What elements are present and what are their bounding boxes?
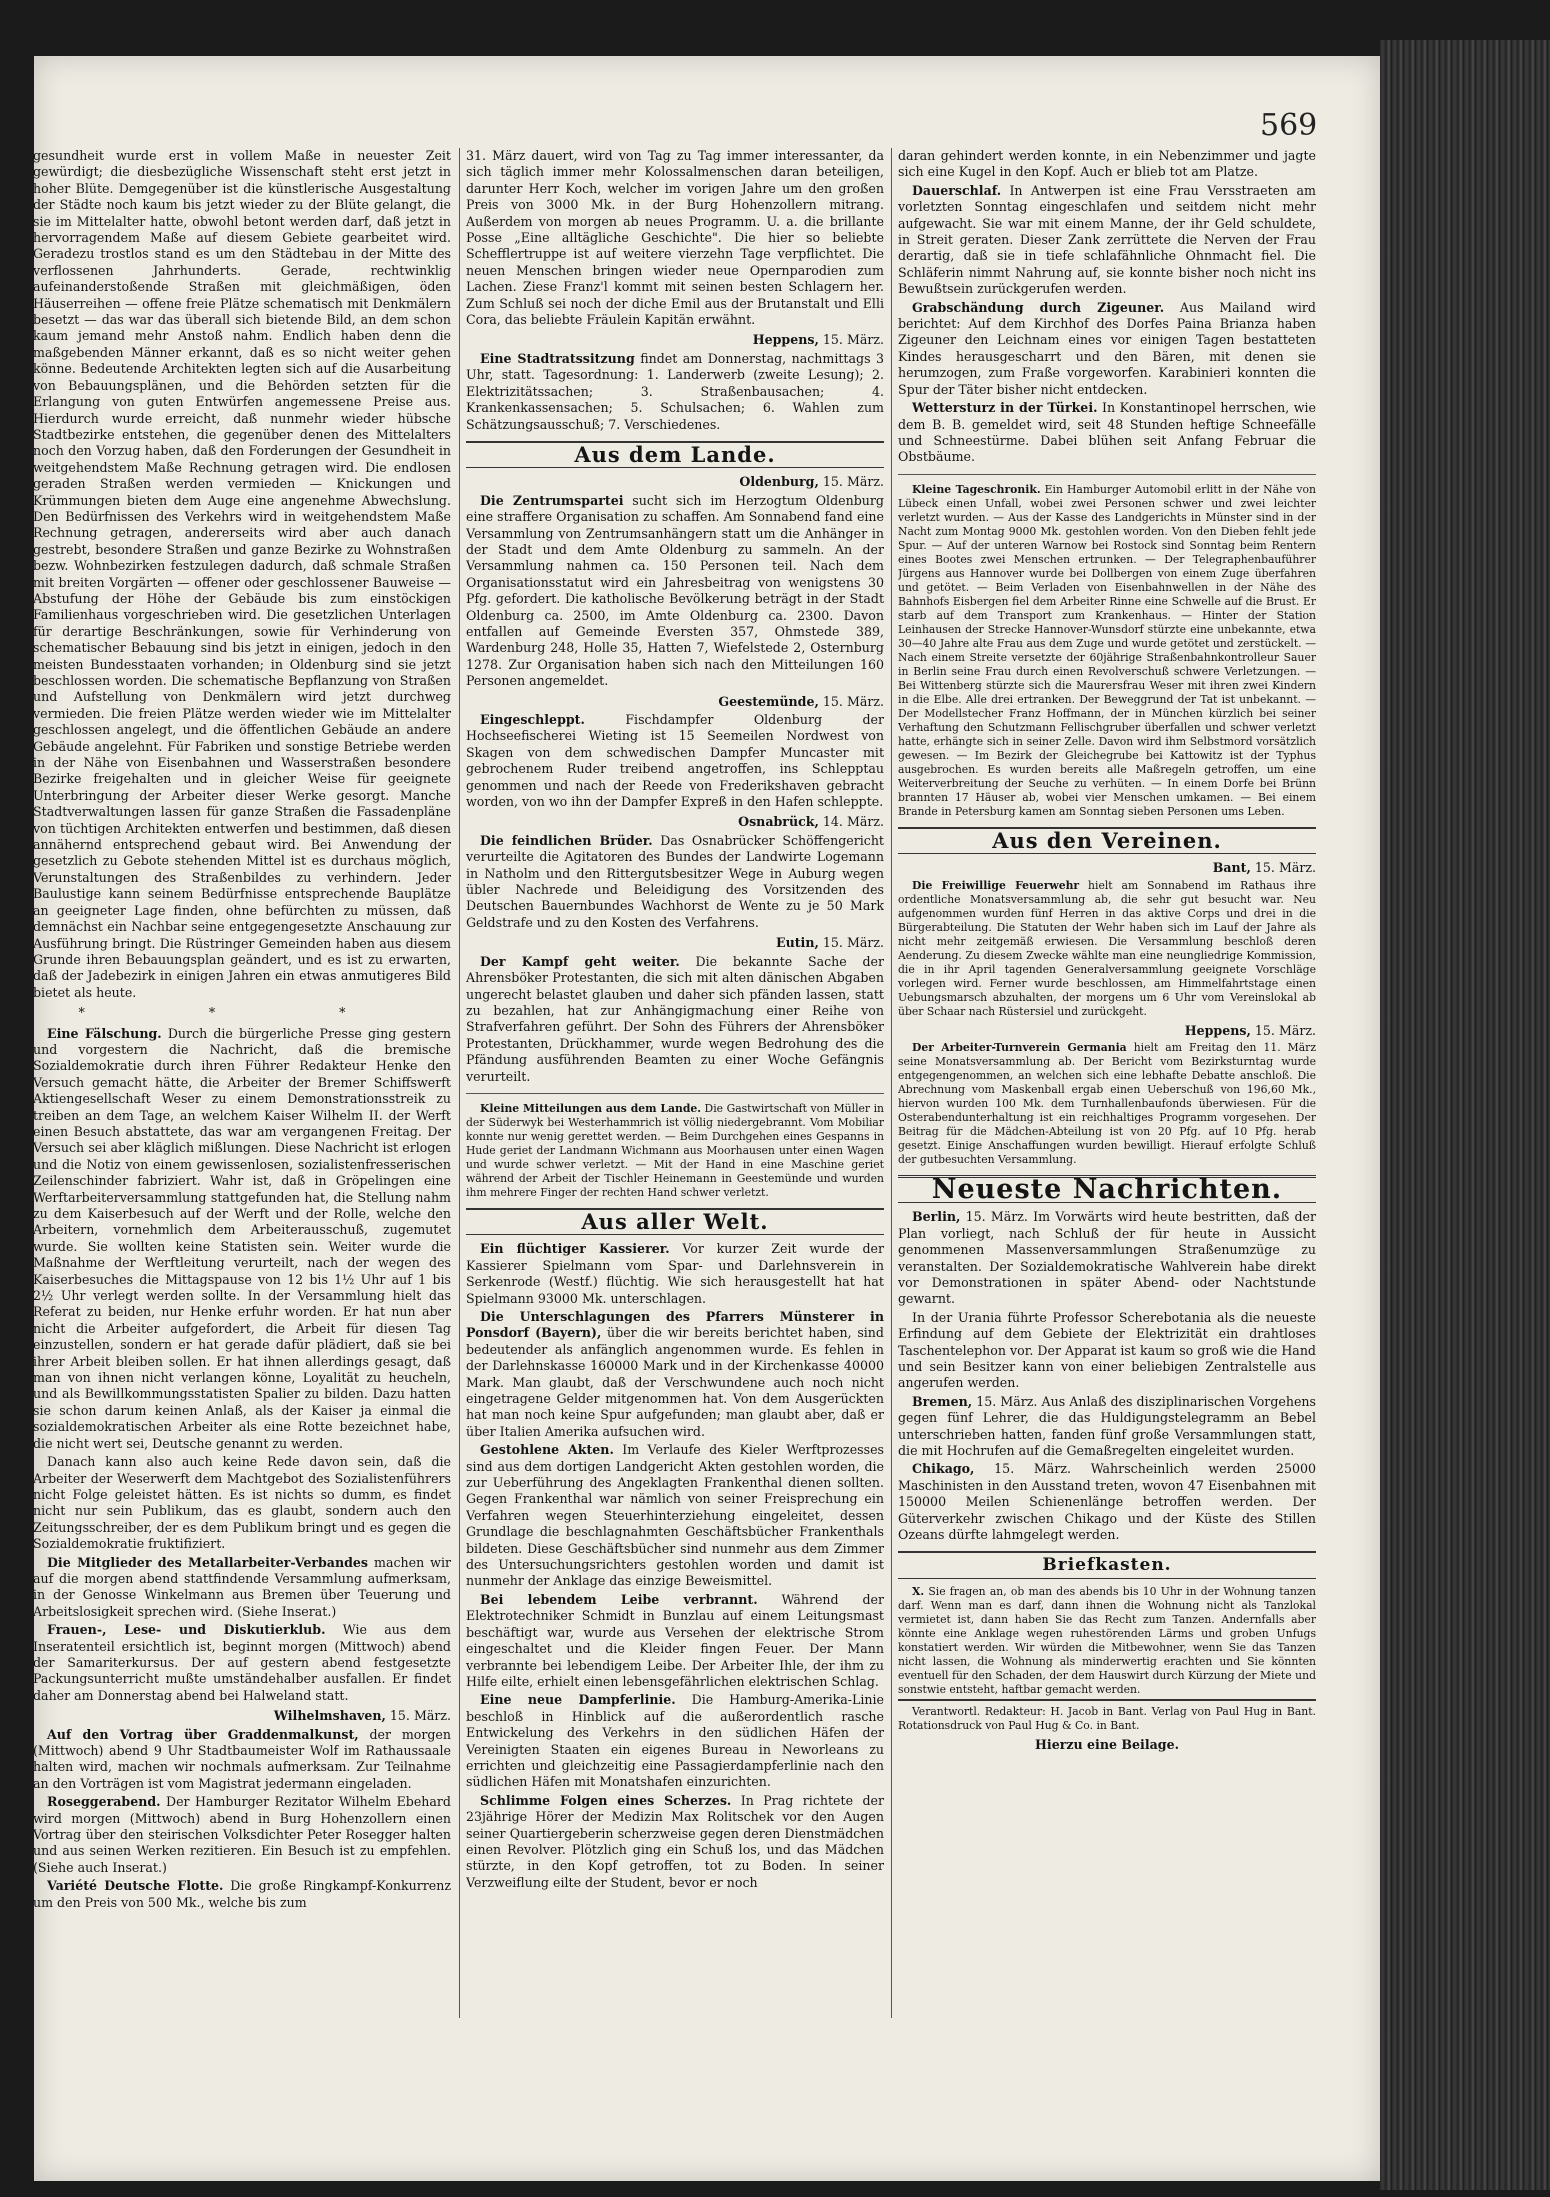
section-header-vereine: Aus den Vereinen. bbox=[898, 827, 1316, 854]
article-title: Grabschändung durch Zigeuner. bbox=[912, 299, 1165, 315]
article-body: Die bekannte Sache der Ahrensböker Protestanten, die sich mit alten dänischen Abgaben ungerecht belastet glauben und daher sich pfänden lassen, statt zu bezahlen, hat zur Anhängigmachung einer Reihe von Strafverfahren geführt. Der Sohn des Führers der Ahrensböker Protestanten, Drückhammer, wurde wegen Bedrohung des die Pfändung ausführenden Beamten zu einer Woche Gefängnis verurteilt. bbox=[466, 953, 884, 1084]
article-kassierer bbox=[466, 1241, 884, 1307]
dateline-place: Osnabrück, bbox=[738, 814, 819, 830]
dateline-date: 14. März. bbox=[822, 814, 884, 830]
column-3 bbox=[898, 148, 1316, 2018]
article-body: Fischdampfer Oldenburg der Hochseefischerei Wieting ist 15 Seemeilen Nordwest von Skagen von dem schwedischen Dampfer Muncaster mit gebrochenem Ruder treibend angetroffen, ins Schlepptau genommen und nach der Reede von Frederikshaven gebracht worden, von wo ihn der Dampfer Expreß in den Hafen schleppte. bbox=[466, 712, 884, 810]
dateline bbox=[33, 1708, 451, 1724]
article-title: Roseggerabend. bbox=[47, 1794, 161, 1810]
article-body: Wahrscheinlich werden 25000 Maschinisten in den Ausstand treten, wovon 47 Eisenbahnen mit 150000 Meilen Schienenlänge betroffen werden. Der Güterverkehr zwischen Chikago und der Küste des Stillen Ozeans dürfte lahmgelegt werden. bbox=[898, 1461, 1316, 1543]
dateline-place: Geestemünde, bbox=[718, 693, 819, 709]
article-title: Bei lebendem Leibe verbrannt. bbox=[480, 1591, 758, 1607]
article-body: über die wir bereits berichtet haben, sind bedeutender als anfänglich angenommen wurde. Es fehlen in der Darlehnskasse 160000 Mark und in der Kirchenkasse 40000 Mark. Man glaubt, daß der Verschwundene auch noch nicht eingetragene Gelder mitgenommen hat. Von dem Ausgerückten hat man noch keine Spur aufgefunden; man glaubt aber, daß er über Italien Amerika aufsuchen wird. bbox=[466, 1325, 884, 1439]
divider bbox=[898, 474, 1316, 475]
article-body: In Antwerpen ist eine Frau Versstraeten am vorletzten Sonntag eingeschlafen und seitdem nicht mehr aufgewacht. Sie war mit einem Manne, der ihr Geld schuldete, in Streit geraten. Dieser Zank zerrüttete die Nerven der Frau derartig, daß sie in tiefe schlafähnliche Ohnmacht fiel. Die Schläferin nimmt Nahrung auf, sie konnte bisher noch nicht ins Bewußtsein zurückgerufen werden. bbox=[898, 182, 1316, 297]
article-kampf bbox=[466, 954, 884, 1085]
article-body: Vor kurzer Zeit wurde der Kassierer Spielmann vom Spar- und Darlehnsverein in Serkenrode (Westf.) flüchtig. Wie sich herausgestellt hat hat Spielmann 93000 Mk. unterschlagen. bbox=[466, 1241, 884, 1306]
article-title: Gestohlene Akten. bbox=[480, 1442, 614, 1458]
article-title: Die feindlichen Brüder. bbox=[480, 832, 653, 848]
dateline bbox=[466, 332, 884, 348]
dateline-place: Bant, bbox=[1212, 860, 1251, 876]
dateline-place: Eutin, bbox=[775, 935, 819, 951]
article-body: machen wir auf die morgen abend stattfindende Versammlung aufmerksam, in der Genosse Winkelmann aus Bremen über Teuerung und Arbeitslosigkeit sprechen wird. (Siehe Inserat.) bbox=[33, 1554, 451, 1619]
article-title: Eine Fälschung. bbox=[47, 1025, 162, 1041]
article-title: X. bbox=[912, 1584, 925, 1598]
article-rosegger bbox=[33, 1794, 451, 1876]
article-scherz bbox=[466, 1793, 884, 1891]
article-title: Die Freiwillige Feuerwehr bbox=[912, 878, 1080, 892]
article-variete-cont: 31. März dauert, wird von Tag zu Tag immer interessanter, da sich täglich immer mehr Kolossalmenschen daran beteiligen, darunter Herr Koch, welcher im vorigen Jahre um den großen Preis von 3000 Mk. in der Burg Hohenzollern mitrang. Außerdem von morgen ab neues Programm. U. a. die brillante Posse „Eine alltägliche Geschichte". Die hier so beliebte Schefflertruppe ist auf weitere vierzehn Tage verpflichtet. Die neuen Menschen bringen wieder neue Opernparodien zum Lachen. Ziese Franz'l kommt mit seinen besten Schlagern her. Zum Schluß sei noch der diche Emil aus der Brutanstalt und Elli Cora, das beliebte Fräulein Kapitän erwähnt. bbox=[466, 148, 884, 328]
article-pfarrer bbox=[466, 1309, 884, 1440]
article-wettersturz bbox=[898, 400, 1316, 466]
article-title: Der Arbeiter-Turnverein Germania bbox=[912, 1040, 1127, 1054]
article-body: Aus Anlaß des disziplinarischen Vorgehens gegen fünf Lehrer, die das Huldigungstelegramm an Bebel unterschrieben hatten, fanden fünf große Versammlungen statt, die mit Hochrufen auf die Gemaßregelten eingeleitet wurden. bbox=[898, 1393, 1316, 1459]
article-body: Sie fragen an, ob man des abends bis 10 Uhr in der Wohnung tanzen darf. Wenn man es darf, dann ihnen die Wohnung nicht als Tanzlokal vermietet ist, dann haben Sie das Recht zum Tanzen. Andernfalls aber könnte eine Anklage wegen ruhestörenden Lärms und groben Unfugs konstatiert werden. Wir würden die Mitbewohner, wenn Sie das Tanzen nicht lassen, die Wohnung als minderwertig erachten und Sie könnten eventuell für den Schaden, der dem Hauswirt durch Kürzung der Miete und sonstwie entsteht, haftbar gemacht werden. bbox=[898, 1584, 1316, 1696]
article-body: Der Hamburger Rezitator Wilhelm Ebehard wird morgen (Mittwoch) abend in Burg Hohenzollern einen Vortrag über den steirischen Volksdichter Peter Rosegger halten und aus seinen Werken rezitieren. Ein Besuch ist zu empfehlen. (Siehe auch Inserat.) bbox=[33, 1794, 451, 1875]
article-variete bbox=[33, 1878, 451, 1911]
article-body: sucht sich im Herzogtum Oldenburg eine straffere Organisation zu schaffen. Am Sonnabend fand eine Versammlung von Zentrumsanhängern statt um die Anhänger in der Stadt und dem Amte Oldenburg zu sammeln. An der Versammlung nahmen ca. 150 Personen teil. Nach dem Organisationsstatut wird ein Jahresbeitrag von wenigstens 30 Pfg. gefordert. Die katholische Bevölkerung beträgt in der Stadt Oldenburg ca. 2500, im Amte Oldenburg ca. 2300. Davon entfallen auf Gemeinde Eversten 357, Ohmstede 389, Wardenburg 248, Holle 35, Hatten 7, Wiefelstede 2, Osternburg 1278. Zur Organisation haben sich nach den Mitteilungen 160 Personen angemeldet. bbox=[466, 492, 884, 689]
article-faelschung bbox=[33, 1026, 451, 1453]
article-metallarbeiter bbox=[33, 1555, 451, 1621]
article-zentrum bbox=[466, 493, 884, 690]
article-body: Die große Ringkampf-Konkurrenz um den Preis von 500 Mk., welche bis zum bbox=[33, 1878, 451, 1910]
article-body: Die Gastwirtschaft von Müller in der Süderwyk bei Westerhammrich ist völlig niedergebrannt. Vom Mobiliar konnte nur wenig gerettet werden. — Beim Durchgehen eines Gespanns in Hude geriet der Landmann Wichmann aus Moorhausen unter einen Wagen und wurde schwer verletzt. — Mit der Hand in eine Maschine geriet während der Arbeit der Tischler Heinemann in Geestemünde und wurden ihm mehrere Finger der rechten Hand schwer verletzt. bbox=[466, 1101, 884, 1199]
article-title: Die Mitglieder des Metallarbeiter-Verbandes bbox=[47, 1554, 369, 1570]
dateline-date: 15. März. bbox=[994, 1461, 1071, 1477]
dateline-place: Chikago, bbox=[912, 1461, 975, 1477]
page-number: 569 bbox=[1260, 108, 1318, 143]
article-scherz-cont: daran gehindert werden konnte, in ein Nebenzimmer und jagte sich eine Kugel in den Kopf. Auch er blieb tot am Platze. bbox=[898, 148, 1316, 180]
dateline bbox=[898, 1023, 1316, 1039]
dateline-place: Wilhelmshaven, bbox=[273, 1708, 386, 1724]
dateline-date: 15. März. bbox=[389, 1708, 451, 1724]
article-chikago bbox=[898, 1461, 1316, 1543]
column-1 bbox=[33, 148, 451, 1978]
column-rule-2 bbox=[891, 148, 892, 2018]
article-body: Wie aus dem Inseratenteil ersichtlich ist, beginnt morgen (Mittwoch) abend der Samariterkursus. Der auf gestern abend festgesetzte Packungsunterricht mußte umständehalber ausfallen. Er findet daher am Donnerstag abend bei Halweland statt. bbox=[33, 1622, 451, 1703]
article-title: Eine neue Dampferlinie. bbox=[480, 1692, 676, 1708]
dateline bbox=[466, 694, 884, 710]
article-title: Kleine Mitteilungen aus dem Lande. bbox=[480, 1101, 702, 1115]
article-body: Die Hamburg-Amerika-Linie beschloß in Hinblick auf die außerordentlich rasche Entwickelung des Verkehrs in den südlichen Häfen der Vereinigten Staaten ein eigenes Bureau in Neworleans zu errichten und gleichzeitig eine Passagierdampferlinie nach den südlichen Häfen mit Monatshafen einzurichten. bbox=[466, 1692, 884, 1790]
dateline-place: Heppens, bbox=[1184, 1022, 1251, 1038]
article-body: hielt am Sonnabend im Rathaus ihre ordentliche Monatsversammlung ab, die sehr gut besucht war. Neu aufgenommen wurden fünf Herren in das aktive Corps und drei in die Bürgerabteilung. Die Statuten der Wehr haben sich im Lauf der Jahre als nicht mehr zeitgemäß erwiesen. Die Versammlung beschloß deren Aenderung. Zu diesem Zwecke wählte man eine neungliedrige Kommission, die in ihr April tagenden Generalversammlung geeignete Vorschläge vorlegen wird. Ferner wurde beschlossen, am Himmelfahrtstage einen Uebungsmarsch abzuhalten, der morgens um 6 Uhr vom Vereinslokal ab über Schaar nach Rüstersiel und zurückgeht. bbox=[898, 878, 1316, 1018]
article-vortrag bbox=[33, 1727, 451, 1793]
article-title: Die Unterschlagungen des Pfarrers Münsterer in Ponsdorf (Bayern), bbox=[466, 1308, 884, 1341]
article-title: Kleine Tageschronik. bbox=[912, 482, 1041, 496]
section-header-briefkasten: Briefkasten. bbox=[898, 1551, 1316, 1578]
article-body: Im Vorwärts wird heute bestritten, daß der Plan vorliegt, nach Schluß der für heute in Aussicht genommenen Massenversammlungen Straßenumzüge zu veranstalten. Der Sozialdemokratische Wahlverein habe direkt vor Demonstrationen in später Abend- oder Nachtstunde gewarnt. bbox=[898, 1209, 1316, 1307]
article-title: Wettersturz in der Türkei. bbox=[912, 400, 1098, 416]
article-body: Durch die bürgerliche Presse ging gestern und vorgestern die Nachricht, daß die bremische Sozialdemokratie durch ihren Führer Redakteur Henke den Versuch gemacht hätte, die Arbeiter der Bremer Schiffswerft Aktiengesellschaft Weser zu einem Demonstrationsstreik zu treiben an dem Tage, an welchem Kaiser Wilhelm II. der Werft einen Besuch abstattete, das war am vergangenen Freitag. Der Versuch sei aber kläglich mißlungen. Diese Nachricht ist erlogen und die Notiz von einem gewissenlosen, sozialistenfresserischen Zeilenschinder fabriziert. Wahr ist, daß in Gröpelingen eine Werftarbeiterversammlung stattgefunden hat, die Stellung nahm zu dem Kaiserbesuch auf der Werft und der Rolle, welche den Arbeitern, vornehmlich dem Arbeiterausschuß, zugemutet wurde. Sie wollten keine Statisten sein. Weiter wurde die Maßnahme der Werftleitung verurteilt, nach der wegen des Kaiserbesuches die Mittagspause von 12 bis 1½ Uhr auf 1 bis 2½ Uhr verlegt werden sollte. In der Versammlung hielt das Referat zu beiden, nur Henke erfuhr worden. Er hat nun aber nicht die Arbeiter aufgefordert, die Arbeit für diesen Tag einzustellen, sondern er hat gerade dafür plädiert, daß sie bei ihrer Arbeit bleiben sollen. Er hat ihnen allerdings gesagt, daß man von ihnen nicht verlangen könne, Loyalität zu heucheln, und als Bewillkommungsstatisten Spalier zu bilden. Dazu hatten sie schon darum keinen Anlaß, als der Kaiser ja einmal die sozialdemokratischen Arbeiter als eine Rotte bezeichnet habe, die nicht wert sei, Deutsche genannt zu werden. bbox=[33, 1025, 451, 1451]
article-body: Das Osnabrücker Schöffengericht verurteilte die Agitatoren des Bundes der Landwirte Logemann in Natholm und den Rittergutsbesitzer Wege in Auburg wegen übler Nachrede und Beleidigung des Vorsitzenden des Deutschen Bauernbundes Wachhorst de Wente zu je 50 Mark Geldstrafe und zu den Kosten des Verfahrens. bbox=[466, 832, 884, 930]
dateline-date: 15. März. bbox=[1254, 860, 1316, 876]
column-2 bbox=[466, 148, 884, 2018]
article-body: Während der Elektrotechniker Schmidt in Bunzlau auf einem Leitungsmast beschäftigt war, wurde aus Versehen der elektrische Strom eingeschaltet und die Kleider fingen Feuer. Der Mann verbrannte bei lebendigem Leibe. Der Arbeiter Ihle, der ihm zu Hilfe eilte, erhielt einen lebensgefährlichen elektrischen Schlag. bbox=[466, 1591, 884, 1689]
dateline-date: 15. März. bbox=[822, 332, 884, 348]
article-verbrannt bbox=[466, 1592, 884, 1690]
article-title: Ein flüchtiger Kassierer. bbox=[480, 1241, 670, 1257]
article-grabschaendung bbox=[898, 300, 1316, 398]
divider bbox=[466, 1093, 884, 1094]
article-bremen bbox=[898, 1394, 1316, 1460]
article-kleine-mitteilungen bbox=[466, 1102, 884, 1200]
article-body: hielt am Freitag den 11. März seine Monatsversammlung ab. Der Bericht vom Bezirksturntag wurde entgegengenommen, an welchen sich eine lebhafte Debatte anschloß. Die Abrechnung vom Maskenball ergab einen Ueberschuß von 196,60 Mk., hiervon wurden 100 Mk. dem Turnhallenbaufonds überwiesen. Für die Osterabendunterhaltung ist ein reichhaltiges Programm vorgesehen. Der Beitrag für die Mädchen-Abteilung ist von 20 Pfg. auf 10 Pfg. herab gesetzt. Einige Anschaffungen wurden bewilligt. Hierauf erfolgte Schluß der gutbesuchten Versammlung. bbox=[898, 1040, 1316, 1166]
article-akten bbox=[466, 1442, 884, 1590]
dateline-place: Bremen, bbox=[912, 1393, 973, 1409]
article-body: In Konstantinopel herrschen, wie dem B. B. gemeldet wird, seit 48 Stunden heftige Schneefälle und Schneestürme. Dabei blühen seit Anfang Februar die Obstbäume. bbox=[898, 400, 1316, 465]
section-header-lande: Aus dem Lande. bbox=[466, 441, 884, 468]
article-briefkasten bbox=[898, 1585, 1316, 1697]
article-stadtebau: gesundheit wurde erst in vollem Maße in neuester Zeit gewürdigt; die diesbezügliche Wissenschaft steht erst jetzt in hoher Blüte. Demgegenüber ist die künstlerische Ausgestaltung der Städte noch kaum bis jetzt wieder zu der Blüte gelangt, die sie im Mittelalter hatte, obwohl betont werden darf, daß jetzt in hervorragendem Maße auf diesem Gebiete gearbeitet wird. Geradezu trostlos stand es um den Städtebau in der Mitte des verflossenen Jahrhunderts. Gerade, rechtwinklig aufeinanderstoßende Straßen mit gleichmäßigen, öden Häuserreihen — offene freie Plätze schematisch mit Denkmälern besetzt — das war das überall sich bietende Bild, an dem schon kaum jemand mehr Anstoß nahm. Endlich haben denn die maßgebenden Männer erkannt, daß es so nicht weiter gehen könne. Bedeutende Architekten legten sich auf die Ausarbeitung von Bebauungsplänen, und die Behörden setzten für die Erlangung von guten Entwürfen angemessene Preise aus. Hierdurch wurde erreicht, daß nunmehr wieder hübsche Stadtbezirke entstehen, die gegenüber denen des Mittelalters noch den Vorzug haben, daß den Forderungen der Gesundheit in weitgehendstem Maße Rechnung getragen wird. Die endlosen geraden Straßen werden vermieden — Knickungen und Krümmungen bieten dem Auge eine angenehme Abwechslung. Den Bedürfnissen des Verkehrs wird in weitgehendstem Maße Rechnung getragen, andererseits wird aber auch danach gestrebt, besondere Straßen und ganze Bezirke zu Wohnstraßen bezw. Wohnbezirken festzulegen dadurch, daß schmale Straßen mit breiten Vorgärten — offener oder geschlossener Bauweise — Abstufung der Höhe der Gebäude bis zum einstöckigen Familienhaus vorgeschrieben wird. Die gesetzlichen Unterlagen für derartige Beschränkungen, sowie für Verhinderung von schematischer Bebauung sind bis jetzt in einigen, jedoch in den meisten Bundesstaaten vorhanden; in Oldenburg sind sie jetzt beschlossen worden. Die schematische Bepflanzung von Straßen und Aufstellung von Denkmälern wird jetzt durchweg vermieden. Die freien Plätze werden wieder wie im Mittelalter geschlossen angelegt, und die öffentlichen Gebäude an andere Gebäude angelehnt. Für Fabriken und sonstige Betriebe werden in der Nähe von Eisenbahnen und Wasserstraßen besondere Bezirke freigehalten und in gleicher Weise für geeignete Unterbringung der Arbeiter dieser Werke gesorgt. Manche Stadtverwaltungen lassen für ganze Straßen die Fassadenpläne von tüchtigen Architekten entwerfen und bestimmen, daß diesen annähernd entsprechend gebaut wird. Bei Anwendung der gesetzlich zu Gebote stehenden Mittel ist es durchaus möglich, Verunstaltungen des Straßenbildes zu verhindern. Jeder Baulustige kann seinem Bedürfnisse entsprechende Bauplätze an geeigneter Lage finden, ohne befürchten zu müssen, daß demnächst ein Nachbar seine entgegengesetzte Anschauung zur Ausführung bringt. Die Rüstringer Gemeinden haben aus diesem Grunde ihren Bebauungsplan geändert, und es ist zu erwarten, daß der Jadebezirk in einigen Jahren ein etwas anmutigeres Bild bietet als heute. bbox=[33, 148, 451, 1000]
article-title: Schlimme Folgen eines Scherzes. bbox=[480, 1792, 732, 1808]
article-dauerschlaf bbox=[898, 183, 1316, 298]
article-body: Ein Hamburger Automobil erlitt in der Nähe von Lübeck einen Unfall, wobei zwei Personen schwer und zwei leichter verletzt wurden. — Aus der Kasse des Landgerichts in Münster sind in der Nacht zum Montag 9000 Mk. gestohlen worden. Von den Dieben fehlt jede Spur. — Auf der unteren Warnow bei Rostock sind Sonntag beim Rentern eines Bootes zwei Menschen ertrunken. — Der Telegraphenbauführer Jürgens aus Hannover wurde bei Dollbergen von einem Zuge überfahren und getötet. — Beim Verladen von Eisenbahnwellen in der Nähe des Bahnhofs Eisbergen fiel dem Arbeiter Rinne eine Schwelle auf die Brust. Er starb auf dem Transport zum Krankenhaus. — Hinter der Station Leinhausen der Strecke Hannover-Wunsdorf stürzte eine unbekannte, etwa 30—40 Jahre alte Frau aus dem Zuge und wurde getötet und zerstückelt. — Nach einem Streite versetzte der 60jährige Straßenbahnkontrolleur Sauer in Berlin seine Frau durch einen Revolverschuß schwere Verletzungen. — Bei Wittenberg stürzte sich die Maurersfrau Weser mit ihren zwei Kindern in die Elbe. Alle drei ertranken. Der Beweggrund der Tat ist unbekannt. — Der Modellstecher Franz Hoffmann, der in München kürzlich bei seiner Verhaftung den Schutzmann Fellischgruber überfallen und schwer verletzt hatte, erhängte sich in seiner Zelle. Davon wird ihm Selbstmord vorsätzlich gewesen. — Im Bezirk der Gleichegrube bei Kattowitz ist der Typhus ausgebrochen. Es wurden bereits alle Maßregeln getroffen, um eine Weiterverbreitung der Seuche zu verhüten. — In einem Dorfe bei Brünn brannten 17 Häuser ab, wobei vier Menschen umkamen. — Bei einem Brande in Petersburg kamen am Sonntag sieben Personen ums Leben. bbox=[898, 482, 1316, 818]
dateline bbox=[466, 935, 884, 951]
dateline-date: 15. März. bbox=[822, 693, 884, 709]
beilage-note: Hierzu eine Beilage. bbox=[1035, 1736, 1179, 1752]
dateline-date: 15. März. bbox=[822, 935, 884, 951]
article-tageschronik bbox=[898, 483, 1316, 819]
dateline bbox=[466, 474, 884, 490]
book-spine bbox=[1380, 40, 1550, 2190]
article-title: Die Zentrumspartei bbox=[480, 492, 624, 508]
dateline-place: Oldenburg, bbox=[739, 474, 819, 490]
imprint: Verantwortl. Redakteur: H. Jacob in Bant. Verlag von Paul Hug in Bant. Rotationsdruck von Paul Hug & Co. in Bant. bbox=[898, 1699, 1316, 1733]
article-body: Im Verlaufe des Kieler Werftprozesses sind aus dem dortigen Landgericht Akten gestohlen worden, die zur Ueberführung des Angeklagten Frankenthal dienen sollten. Gegen Frankenthal war nämlich von seiner Freisprechung ein Verfahren wegen Steuerhinterziehung eingeleitet, dessen Grundlage die beschlagnahmten Geschäftsbücher Frankenthals bildeten. Diese Geschäftsbücher sind nunmehr aus dem Zimmer des Untersuchungsrichters gestohlen worden und damit ist nunmehr der Anklage das einzige Beweismittel. bbox=[466, 1442, 884, 1589]
article-feuerwehr bbox=[898, 879, 1316, 1019]
article-body: In Prag richtete der 23jährige Hörer der Medizin Max Rolitschek vor den Augen seiner Quartiergeberin scherzweise gegen deren Dienstmädchen einen Revolver. Plötzlich ging ein Schuß los, und das Mädchen stürzte, in den Kopf getroffen, tot zu Boden. In seiner Verzweiflung eilte der Student, bevor er noch bbox=[466, 1792, 884, 1890]
article-body: der morgen (Mittwoch) abend 9 Uhr Stadtbaumeister Wolf im Rathaussaale halten wird, machen wir nochmals aufmerksam. Zur Teilnahme an den Vorträgen ist vom Magistrat jedermann eingeladen. bbox=[33, 1726, 451, 1791]
article-title: Eingeschleppt. bbox=[480, 712, 585, 727]
article-body: findet am Donnerstag, nachmittags 3 Uhr, statt. Tagesordnung: 1. Landerwerb (zweite Lesung); 2. Elektrizitätssachen; 3. Straßenbausachen; 4. Krankenkassensachen; 5. Schulsachen; 6. Wahlen zum Schätzungsausschuß; 7. Verschiedenes. bbox=[466, 350, 884, 432]
article-title: Der Kampf geht weiter. bbox=[480, 953, 680, 969]
article-danach: Danach kann also auch keine Rede davon sein, daß die Arbeiter der Weserwerft dem Machtgebot des Sozialistenführers nicht Folge geleistet hätten. Es ist nichts so dumm, es findet nicht nur sein Publikum, das es glaubt, sondern auch den Zeitungsschreiber, der es dem Publikum bringt und es gegen die Sozialdemokratie fruktifiziert. bbox=[33, 1454, 451, 1552]
article-brueder bbox=[466, 833, 884, 931]
dateline bbox=[898, 860, 1316, 876]
section-stars: * * * bbox=[78, 1005, 406, 1021]
article-body: Aus Mailand wird berichtet: Auf dem Kirchhof des Dorfes Paina Brianza haben Zigeuner den Leichnam eines vor einigen Tagen bestatteten Kindes herausgescharrt und den Bären, mit denen sie herumzogen, zum Fraße vorgeworfen. Karabinieri konnten die Spur der Täter bisher nicht entdecken. bbox=[898, 299, 1316, 397]
column-rule-1 bbox=[459, 148, 460, 2018]
section-header-neueste: Neueste Nachrichten. bbox=[898, 1175, 1316, 1203]
article-berlin bbox=[898, 1209, 1316, 1307]
article-title: Frauen-, Lese- und Diskutierklub. bbox=[47, 1622, 326, 1638]
article-urania: In der Urania führte Professor Scherebotania als die neueste Erfindung auf dem Gebiete der Elektrizität ein drahtloses Taschentelephon vor. Der Apparat ist kaum so groß wie die Hand und sein Besitzer kann von einer beliebigen Zentralstelle aus angerufen werden. bbox=[898, 1309, 1316, 1391]
dateline-date: 15. März. bbox=[965, 1209, 1028, 1225]
dateline-date: 15. März. bbox=[822, 474, 884, 490]
article-title: Dauerschlaf. bbox=[912, 182, 1002, 198]
article-dampferlinie bbox=[466, 1692, 884, 1790]
dateline-date: 15. März. bbox=[1254, 1022, 1316, 1038]
article-title: Auf den Vortrag über Graddenmalkunst, bbox=[47, 1726, 359, 1742]
article-stadtrat bbox=[466, 351, 884, 433]
dateline-place: Heppens, bbox=[752, 332, 819, 348]
article-title: Eine Stadtratssitzung bbox=[480, 350, 635, 366]
article-frauenklub bbox=[33, 1622, 451, 1704]
article-turnverein bbox=[898, 1041, 1316, 1167]
article-eingeschleppt bbox=[466, 712, 884, 810]
dateline bbox=[466, 814, 884, 830]
dateline-date: 15. März. bbox=[976, 1393, 1038, 1409]
article-title: Variété Deutsche Flotte. bbox=[47, 1878, 224, 1894]
dateline-place: Berlin, bbox=[912, 1209, 961, 1225]
section-header-welt: Aus aller Welt. bbox=[466, 1208, 884, 1235]
